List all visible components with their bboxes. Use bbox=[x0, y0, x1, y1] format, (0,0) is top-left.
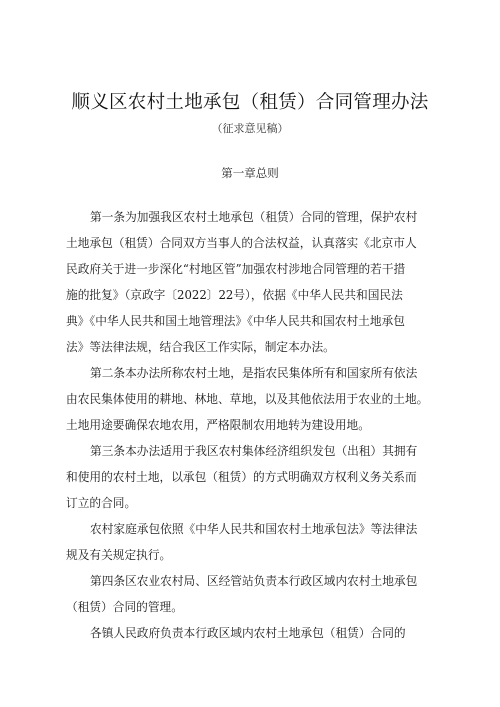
paragraph-line: 第一条为加强我区农村土地承包（租赁）合同的管理，保护农村 bbox=[90, 210, 418, 224]
chapter-heading: 第一章总则 bbox=[221, 166, 279, 180]
paragraph-line: 规及有关规定执行。 bbox=[66, 548, 172, 562]
paragraph-line: （租赁）合同的管理。 bbox=[66, 600, 183, 614]
paragraph-line: 由农民集体使用的耕地、林地、草地，以及其他依法用于农业的土地。 bbox=[66, 392, 429, 406]
paragraph-line: 订立的合同。 bbox=[66, 496, 137, 510]
paragraph-line: 法》等法律法规，结合我区工作实际，制定本办法。 bbox=[66, 340, 335, 354]
document-subtitle: （征求意见稿） bbox=[211, 122, 289, 135]
paragraph-line: 土地承包（租赁）合同双方当事人的合法权益，认真落实《北京市人 bbox=[66, 236, 417, 250]
document-title: 顺义区农村土地承包（租赁）合同管理办法 bbox=[71, 92, 429, 113]
paragraph-line: 土地用途要确保农地农用，严格限制农用地转为建设用地。 bbox=[66, 418, 370, 432]
paragraph-line: 民政府关于进一步深化“村地区管”加强农村涉地合同管理的若干措 bbox=[66, 262, 406, 276]
paragraph-line: 各镇人民政府负责本行政区域内农村土地承包（租赁）合同的 bbox=[90, 626, 406, 640]
paragraph-line: 农村家庭承包依照《中华人民共和国农村土地承包法》等法律法 bbox=[90, 522, 418, 536]
paragraph-line: 第四条区农业农村局、区经管站负责本行政区域内农村土地承包 bbox=[90, 574, 418, 588]
paragraph-line: 典》《中华人民共和国土地管理法》《中华人民共和国农村土地承包 bbox=[66, 314, 405, 328]
paragraph-line: 第三条本办法适用于我区农村集体经济组织发包（出租）其拥有 bbox=[90, 444, 418, 458]
paragraph-line: 第二条本办法所称农村土地，是指农民集体所有和国家所有依法 bbox=[90, 366, 418, 380]
paragraph-line: 施的批复》（京政字〔2022〕22号），依据《中华人民共和国民法 bbox=[66, 288, 403, 302]
paragraph-line: 和使用的农村土地，以承包（租赁）的方式明确双方权利义务关系而 bbox=[66, 470, 417, 484]
